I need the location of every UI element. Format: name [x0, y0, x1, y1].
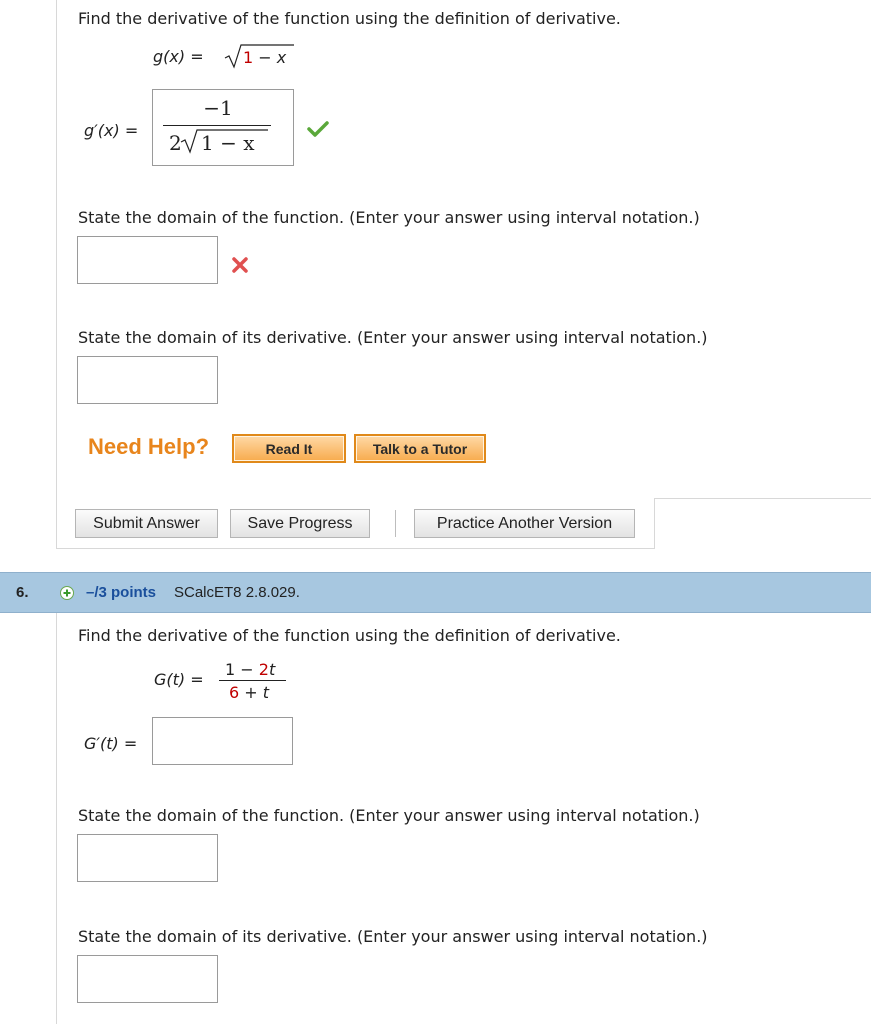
read-it-button[interactable]: Read It [232, 434, 346, 463]
card-bottom-border [56, 548, 654, 549]
q5-function-lhs: g(x) = [153, 47, 204, 66]
q6-num-var: t [268, 660, 276, 679]
q5-function [153, 47, 204, 73]
button-divider [395, 510, 396, 537]
q6-domain-fn-prompt: State the domain of the function. (Enter your answer using interval notation.) [78, 806, 700, 825]
q5-prompt: Find the derivative of the function using the definition of derivative. [78, 9, 621, 28]
need-help-label: Need Help? [88, 434, 210, 459]
q6-function-numerator [225, 660, 275, 679]
q6-points[interactable]: –/3 points [86, 584, 157, 601]
card-bottom-border-2 [654, 498, 655, 549]
talk-to-tutor-button[interactable]: Talk to a Tutor [354, 434, 486, 463]
q6-function-lhs: G(t) = [154, 670, 204, 689]
q6-prompt: Find the derivative of the function using the definition of derivative. [78, 626, 621, 645]
practice-another-version-button[interactable]: Practice Another Version [414, 509, 635, 538]
q6-num-op: − [240, 660, 254, 679]
q6-num-2: 2 [258, 660, 269, 679]
q6-deriv-input[interactable] [152, 717, 293, 765]
q5-deriv-answer-box[interactable] [152, 89, 294, 166]
submit-answer-button[interactable]: Submit Answer [75, 509, 218, 538]
card-right-ledge [654, 498, 871, 499]
q6-function-denominator [229, 683, 269, 702]
q5-deriv-den-coef: 2 [169, 131, 182, 155]
q6-num-1: 1 [225, 660, 236, 679]
q5-deriv-lhs: g′(x) = [84, 121, 139, 140]
q6-function-fracbar [219, 680, 286, 681]
check-icon [307, 120, 329, 138]
q5-deriv-den-radicand: 1 − x [201, 131, 255, 155]
card-left-border [56, 0, 57, 548]
q5-domain-fn-input[interactable] [77, 236, 218, 284]
save-progress-button[interactable]: Save Progress [230, 509, 370, 538]
q5-radicand-num: 1 [243, 48, 254, 67]
q6-number: 6. [16, 584, 29, 601]
q5-domain-deriv-prompt: State the domain of its derivative. (Enter your answer using interval notation.) [78, 328, 708, 347]
plus-circle-icon[interactable] [60, 586, 74, 600]
q5-domain-fn-prompt: State the domain of the function. (Enter your answer using interval notation.) [78, 208, 700, 227]
q6-deriv-lhs: G′(t) = [84, 734, 138, 753]
q5-radicand-rest: − x [258, 48, 287, 67]
q5-domain-deriv-input[interactable] [77, 356, 218, 404]
q6-den-op: + [244, 683, 258, 702]
q5-deriv-fracbar [163, 125, 271, 126]
cross-icon [231, 256, 249, 274]
q6-source: SCalcET8 2.8.029. [174, 584, 300, 601]
q5-deriv-numerator: −1 [203, 96, 233, 120]
q6-card-left-border [56, 613, 57, 1024]
q6-domain-fn-input[interactable] [77, 834, 218, 882]
q6-domain-deriv-input[interactable] [77, 955, 218, 1003]
q6-den-1: 6 [229, 683, 240, 702]
q6-domain-deriv-prompt: State the domain of its derivative. (Enter your answer using interval notation.) [78, 927, 708, 946]
q5-radicand [243, 48, 286, 67]
q6-den-var: t [262, 683, 270, 702]
